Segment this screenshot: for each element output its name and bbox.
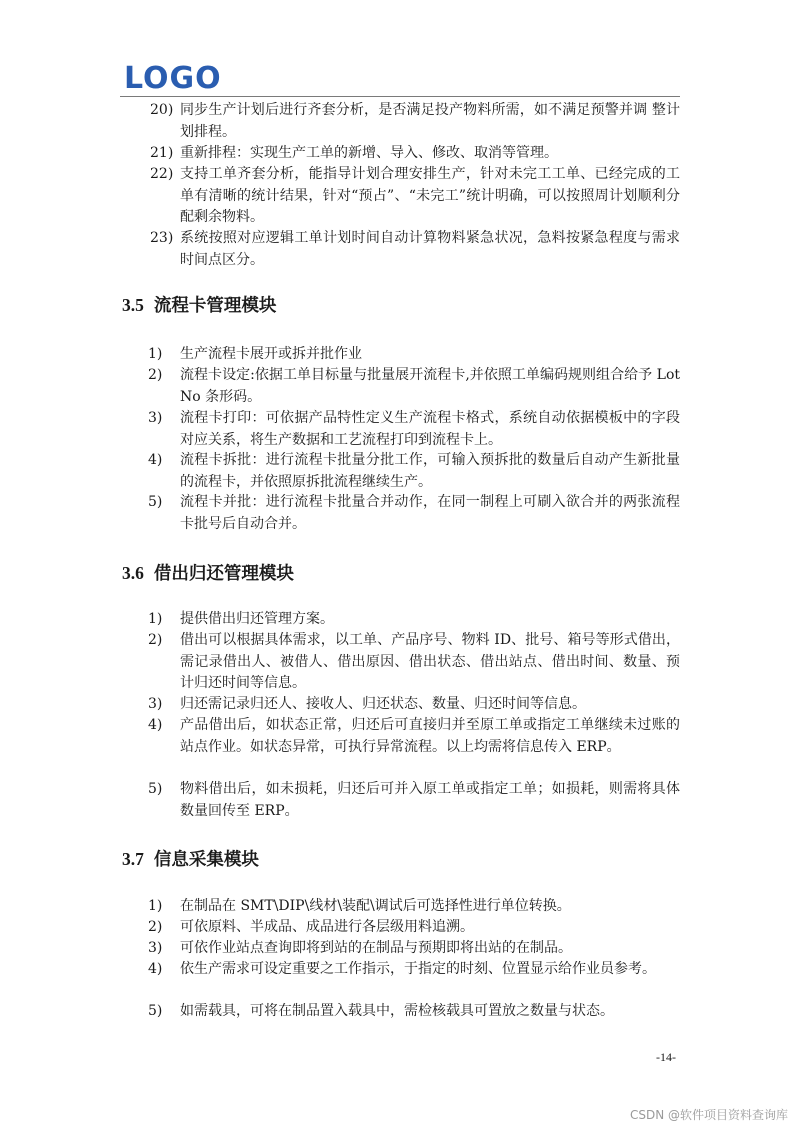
section-heading <box>122 561 294 586</box>
item-text: 产品借出后，如状态正常，归还后可直接归并至原工单或指定工单继续未过账的站点作业。如状态异常，可执行异常流程。以上均需将信息传入 ERP。 <box>180 717 680 755</box>
item-number: 3) <box>148 940 163 956</box>
item-text: 流程卡打印：可依据产品特性定义生产流程卡格式，系统自动依据模板中的字段对应关系，将生产数据和工艺流程打印到流程卡上。 <box>180 410 680 448</box>
item-text: 在制品在 SMT\DIP\线材\装配\调试后可选择性进行单位转换。 <box>180 898 571 914</box>
item-number: 23) <box>150 230 174 246</box>
item-number: 1) <box>148 611 163 627</box>
item-text: 可依作业站点查询即将到站的在制品与预期即将出站的在制品。 <box>180 940 572 956</box>
item-number: 1) <box>148 898 163 914</box>
item-text: 支持工单齐套分析，能指导计划合理安排生产，针对未完工工单、已经完成的工单有清晰的统计结果，针对“预占”、“未完工”统计明确，可以按照周计划顺利分配剩余物料。 <box>180 166 680 225</box>
item-number: 4) <box>148 717 163 733</box>
item-number: 20) <box>150 102 174 118</box>
section-heading <box>122 293 276 318</box>
item-text: 物料借出后，如未损耗，归还后可并入原工单或指定工单；如损耗，则需将具体数量回传至 ERP。 <box>180 781 680 819</box>
section-number: 3.7 <box>122 849 144 869</box>
section-title: 流程卡管理模块 <box>153 296 277 316</box>
item-number: 5) <box>148 1003 163 1019</box>
item-text: 系统按照对应逻辑工单计划时间自动计算物料紧急状况，急料按紧急程度与需求时间点区分。 <box>180 230 680 268</box>
item-text: 流程卡拆批：进行流程卡批量分批工作，可输入预拆批的数量后自动产生新批量的流程卡，并依照原拆批流程继续生产。 <box>180 452 680 490</box>
item-number: 4) <box>148 452 163 468</box>
item-number: 2) <box>148 919 163 935</box>
item-number: 5) <box>148 781 163 797</box>
item-number: 5) <box>148 494 163 510</box>
item-text: 生产流程卡展开或拆并批作业 <box>180 346 362 362</box>
item-number: 2) <box>148 367 163 383</box>
item-text: 流程卡设定:依据工单目标量与批量展开流程卡,并依照工单编码规则组合给予 Lot No 条形码。 <box>180 367 680 405</box>
logo: LOGO <box>124 61 222 96</box>
item-number: 3) <box>148 410 163 426</box>
page-number: -14- <box>656 1050 676 1064</box>
item-number: 2) <box>148 632 163 648</box>
section-title: 借出归还管理模块 <box>153 564 294 584</box>
item-text: 重新排程：实现生产工单的新增、导入、修改、取消等管理。 <box>180 145 558 161</box>
item-text: 如需载具，可将在制品置入载具中，需检核载具可置放之数量与状态。 <box>180 1003 614 1019</box>
item-number: 3) <box>148 696 163 712</box>
item-text: 提供借出归还管理方案。 <box>180 611 334 627</box>
item-text: 归还需记录归还人、接收人、归还状态、数量、归还时间等信息。 <box>180 696 586 712</box>
item-number: 4) <box>148 961 163 977</box>
item-text: 依生产需求可设定重要之工作指示，于指定的时刻、位置显示给作业员参考。 <box>180 961 656 977</box>
watermark: CSDN @软件项目资料查询库 <box>629 1108 788 1122</box>
item-text: 同步生产计划后进行齐套分析，是否满足投产物料所需，如不满足预警并调 整计划排程。 <box>180 102 680 140</box>
item-number: 21) <box>150 145 174 161</box>
section-number: 3.6 <box>122 563 144 583</box>
section-title: 信息采集模块 <box>153 850 259 870</box>
item-number: 1) <box>148 346 163 362</box>
item-number: 22) <box>150 166 174 182</box>
section-heading <box>122 847 259 872</box>
item-text: 可依原料、半成品、成品进行各层级用料追溯。 <box>180 919 474 935</box>
header-divider <box>120 96 680 97</box>
section-number: 3.5 <box>122 295 144 315</box>
item-text: 借出可以根据具体需求，以工单、产品序号、物料 ID、批号、箱号等形式借出，需记录借出人、被借人、借出原因、借出状态、借出站点、借出时间、数量、预计归还时间等信息。 <box>180 632 680 691</box>
item-text: 流程卡并批：进行流程卡批量合并动作，在同一制程上可刷入欲合并的两张流程卡批号后自动合并。 <box>180 494 680 532</box>
